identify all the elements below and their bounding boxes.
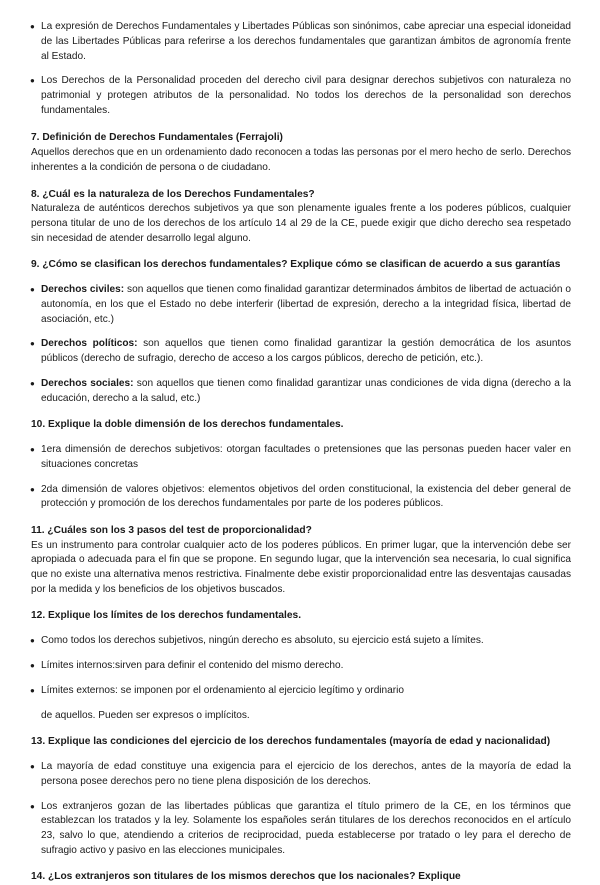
bullet-derechos-personalidad: ● Los Derechos de la Personalidad proceden del derecho civil para designar derechos subjetivos con naturaleza no patrimonial y protegen atributos de la personalidad. No todos los derechos de la personalidad son derechos fundamentales.	[31, 74, 571, 118]
section-8	[31, 188, 571, 247]
section-12	[31, 609, 571, 723]
intro-bullets	[31, 20, 571, 118]
section-11-body: Es un instrumento para controlar cualquier acto de los poderes públicos. En primer lugar, que la intervención debe ser apropiada o adecuada para el fin que se propone. En segundo lugar, que la intervención sea necesaria, lo cual significa que no existe una alternativa menos restrictiva. Finalmente debe existir proporcionalidad entre las desventajas causadas por la medida y los beneficios de los objetivos buscados.	[31, 539, 571, 595]
list-item-text: son aquellos que tienen como finalidad garantizar unas condiciones de vida digna (derecho a la educación, derecho a la salud, etc.)	[41, 377, 571, 404]
term-derechos-sociales: Derechos sociales:	[41, 377, 134, 389]
section-11	[31, 524, 571, 598]
term-derechos-civiles: Derechos civiles:	[41, 284, 125, 296]
section-7-title: 7. Definición de Derechos Fundamentales (Ferrajoli)	[31, 132, 283, 144]
list-item	[31, 377, 571, 406]
list-item	[31, 283, 571, 327]
bullet-libertades-publicas: ● La expresión de Derechos Fundamentales y Libertades Públicas son sinónimos, cabe apreciar una especial idoneidad de las Libertades Públicas para referirse a los derechos fundamentales que garantizan ámbitos de agronomía frente al Estado.	[31, 20, 571, 64]
section-13-title: 13. Explique las condiciones del ejercicio de los derechos fundamentales (mayoría de edad y nacionalidad)	[31, 736, 551, 748]
list-item-text: son aquellos que tienen como finalidad garantizar la gestión democrática de los asuntos públicos (derecho de sufragio, derecho de acceso a los cargos públicos, derecho de petición, etc.).	[41, 338, 571, 365]
section-13	[31, 735, 571, 858]
section-14	[31, 870, 571, 885]
section-14-title: 14. ¿Los extranjeros son titulares de los mismos derechos que los nacionales? Explique	[31, 871, 461, 883]
list-item: ● 2da dimensión de valores objetivos: elementos objetivos del orden constitucional, la existencia del deber general de protección y promoción de los derechos fundamentales por parte de los poderes públicos.	[31, 483, 571, 512]
document-page	[31, 10, 571, 885]
list-item	[31, 337, 571, 366]
section-9	[31, 258, 571, 406]
section-12-title: 12. Explique los límites de los derechos fundamentales.	[31, 610, 302, 622]
list-item: ● 1era dimensión de derechos subjetivos: otorgan facultades o pretensiones que las personas pueden hacer valer en situaciones concretas	[31, 443, 571, 472]
section-10-title: 10. Explique la doble dimensión de los derechos fundamentales.	[31, 419, 344, 431]
section-7-body: Aquellos derechos que en un ordenamiento dado reconocen a todas las personas por el mero hecho de serlo. Derechos inherentes a la condición de persona o de ciudadano.	[31, 147, 571, 173]
list-item: ● Límites externos: se imponen por el ordenamiento al ejercicio legítimo y ordinario	[31, 684, 571, 699]
section-9-title: 9. ¿Cómo se clasifican los derechos fundamentales? Explique cómo se clasifican de acuerdo a sus garantías	[31, 259, 561, 271]
section-10	[31, 418, 571, 512]
list-item-continuation: de aquellos. Pueden ser expresos o implícitos.	[41, 709, 250, 721]
list-item: ● Límites internos:sirven para definir el contenido del mismo derecho.	[31, 659, 571, 674]
list-item-text: son aquellos que tienen como finalidad garantizar determinados ámbitos de libertad de actuación o autonomía, en los que el Estado no debe interferir (libertad de expresión, derecho a la integridad física, libertad de asociación, etc.)	[41, 284, 571, 325]
section-7	[31, 131, 571, 175]
list-item: ● La mayoría de edad constituye una exigencia para el ejercicio de los derechos, antes de la mayoría de edad la persona posee derechos pero no tiene plena disposición de los derechos.	[31, 760, 571, 789]
list-item: ● Como todos los derechos subjetivos, ningún derecho es absoluto, su ejercicio está sujeto a límites.	[31, 634, 571, 649]
term-derechos-politicos: Derechos políticos:	[41, 338, 138, 350]
section-8-body: Naturaleza de auténticos derechos subjetivos ya que son plenamente iguales frente a los poderes públicos, cualquier persona titular de uno de los derechos de los artículo 14 al 29 de la CE, puede exigir que dicho derecho sea respetado sin necesidad de atender desarrollo legal alguno.	[31, 203, 571, 244]
section-11-title: 11. ¿Cuáles son los 3 pasos del test de proporcionalidad?	[31, 524, 312, 536]
list-item: ● Los extranjeros gozan de las libertades públicas que garantiza el título primero de la CE, en los términos que establezcan los tratados y la ley. Solamente los españoles serán titulares de los derechos reconocidos en el artículo 23, salvo lo que, atendiendo a criterios de reciprocidad, pueda establecerse por tratado o ley para el derecho de sufragio activo y pasivo en las elecciones municipales.	[31, 800, 571, 859]
section-8-title: 8. ¿Cuál es la naturaleza de los Derechos Fundamentales?	[31, 188, 315, 200]
